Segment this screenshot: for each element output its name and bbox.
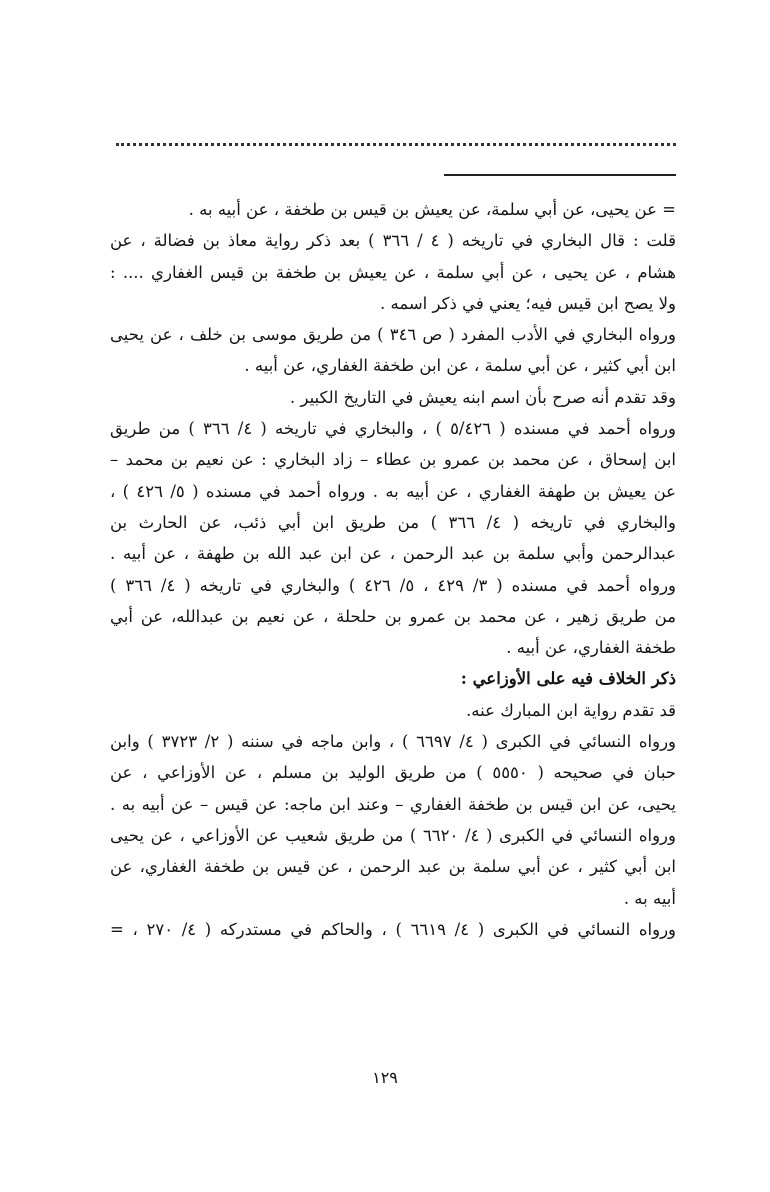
text-line: ورواه أحمد في مسنده ( ٥/٤٢٦ ) ، والبخاري في تاريخه ( ٤/ ٣٦٦ ) من طريق [110, 419, 676, 439]
text-line: ابن أبي كثير ، عن أبي سلمة بن عبد الرحمن ، عن قيس بن طخفة الغفاري، عن [110, 857, 676, 877]
text-line: ورواه النسائي في الكبرى ( ٤/ ٦٦٢٠ ) من طريق شعيب عن الأوزاعي ، عن يحيى [110, 825, 676, 845]
page-body [110, 194, 676, 945]
text-line: هشام ، عن يحيى ، عن أبي سلمة ، عن يعيش بن طخفة بن قيس الغفاري .... : [110, 262, 676, 282]
text-line: قد تقدم رواية ابن المبارك عنه. [466, 700, 676, 720]
text-line: قلت : قال البخاري في تاريخه ( ٤ / ٣٦٦ ) بعد ذكر رواية معاذ بن فضالة ، عن [110, 231, 676, 251]
text-line: عبدالرحمن وأبي سلمة بن عبد الرحمن ، عن ابن عبد الله بن طهفة ، عن أبيه . [110, 544, 676, 564]
footnote-separator-rule [444, 174, 676, 176]
section-heading: ذكر الخلاف فيه على الأوزاعي : [460, 669, 676, 689]
text-line: من طريق زهير ، عن محمد بن عمرو بن حلحلة ، عن نعيم بن عبدالله، عن أبي [110, 606, 676, 626]
header-dotted-rule [116, 143, 676, 146]
text-line: والبخاري في تاريخه ( ٤/ ٣٦٦ ) من طريق ابن أبي ذئب، عن الحارث بن [110, 512, 676, 532]
text-line: عن يعيش بن طهفة الغفاري ، عن أبيه به . ورواه أحمد في مسنده ( ٥/ ٤٢٦ ) ، [110, 481, 676, 501]
text-line: يحيى، عن ابن قيس بن طخفة الغفاري – وعند ابن ماجه: عن قيس – عن أبيه به . [110, 794, 676, 814]
text-line: طخفة الغفاري، عن أبيه . [506, 638, 676, 658]
text-line: ورواه البخاري في الأدب المفرد ( ص ٣٤٦ ) من طريق موسى بن خلف ، عن يحيى [110, 325, 676, 345]
text-line: حبان في صحيحه ( ٥٥٥٠ ) من طريق الوليد بن مسلم ، عن الأوزاعي ، عن [110, 763, 676, 783]
text-line: وقد تقدم أنه صرح بأن اسم ابنه يعيش في التاريخ الكبير . [289, 387, 676, 407]
text-line: ابن أبي كثير ، عن أبي سلمة ، عن ابن طخفة الغفاري، عن أبيه . [244, 356, 676, 376]
text-line: = عن يحيى، عن أبي سلمة، عن يعيش بن قيس بن طخفة ، عن أبيه به . [188, 200, 676, 219]
text-line: ورواه النسائي في الكبرى ( ٤/ ٦٦١٩ ) ، والحاكم في مستدركه ( ٤/ ٢٧٠ ، = [110, 919, 676, 939]
text-line: ولا يصح ابن قيس فيه؛ يعني في ذكر اسمه . [379, 293, 676, 313]
text-line: ورواه النسائي في الكبرى ( ٤/ ٦٦٩٧ ) ، وابن ماجه في سننه ( ٢/ ٣٧٢٣ ) وابن [110, 732, 676, 752]
text-line: ورواه أحمد في مسنده ( ٣/ ٤٢٩ ، ٥/ ٤٢٦ ) والبخاري في تاريخه ( ٤/ ٣٦٦ ) [110, 575, 676, 595]
text-line: أبيه به . [623, 888, 676, 908]
text-line: ابن إسحاق ، عن محمد بن عمرو بن عطاء – زاد البخاري : عن نعيم بن محمد – [110, 450, 676, 470]
page-number: ١٢٩ [372, 1068, 398, 1087]
